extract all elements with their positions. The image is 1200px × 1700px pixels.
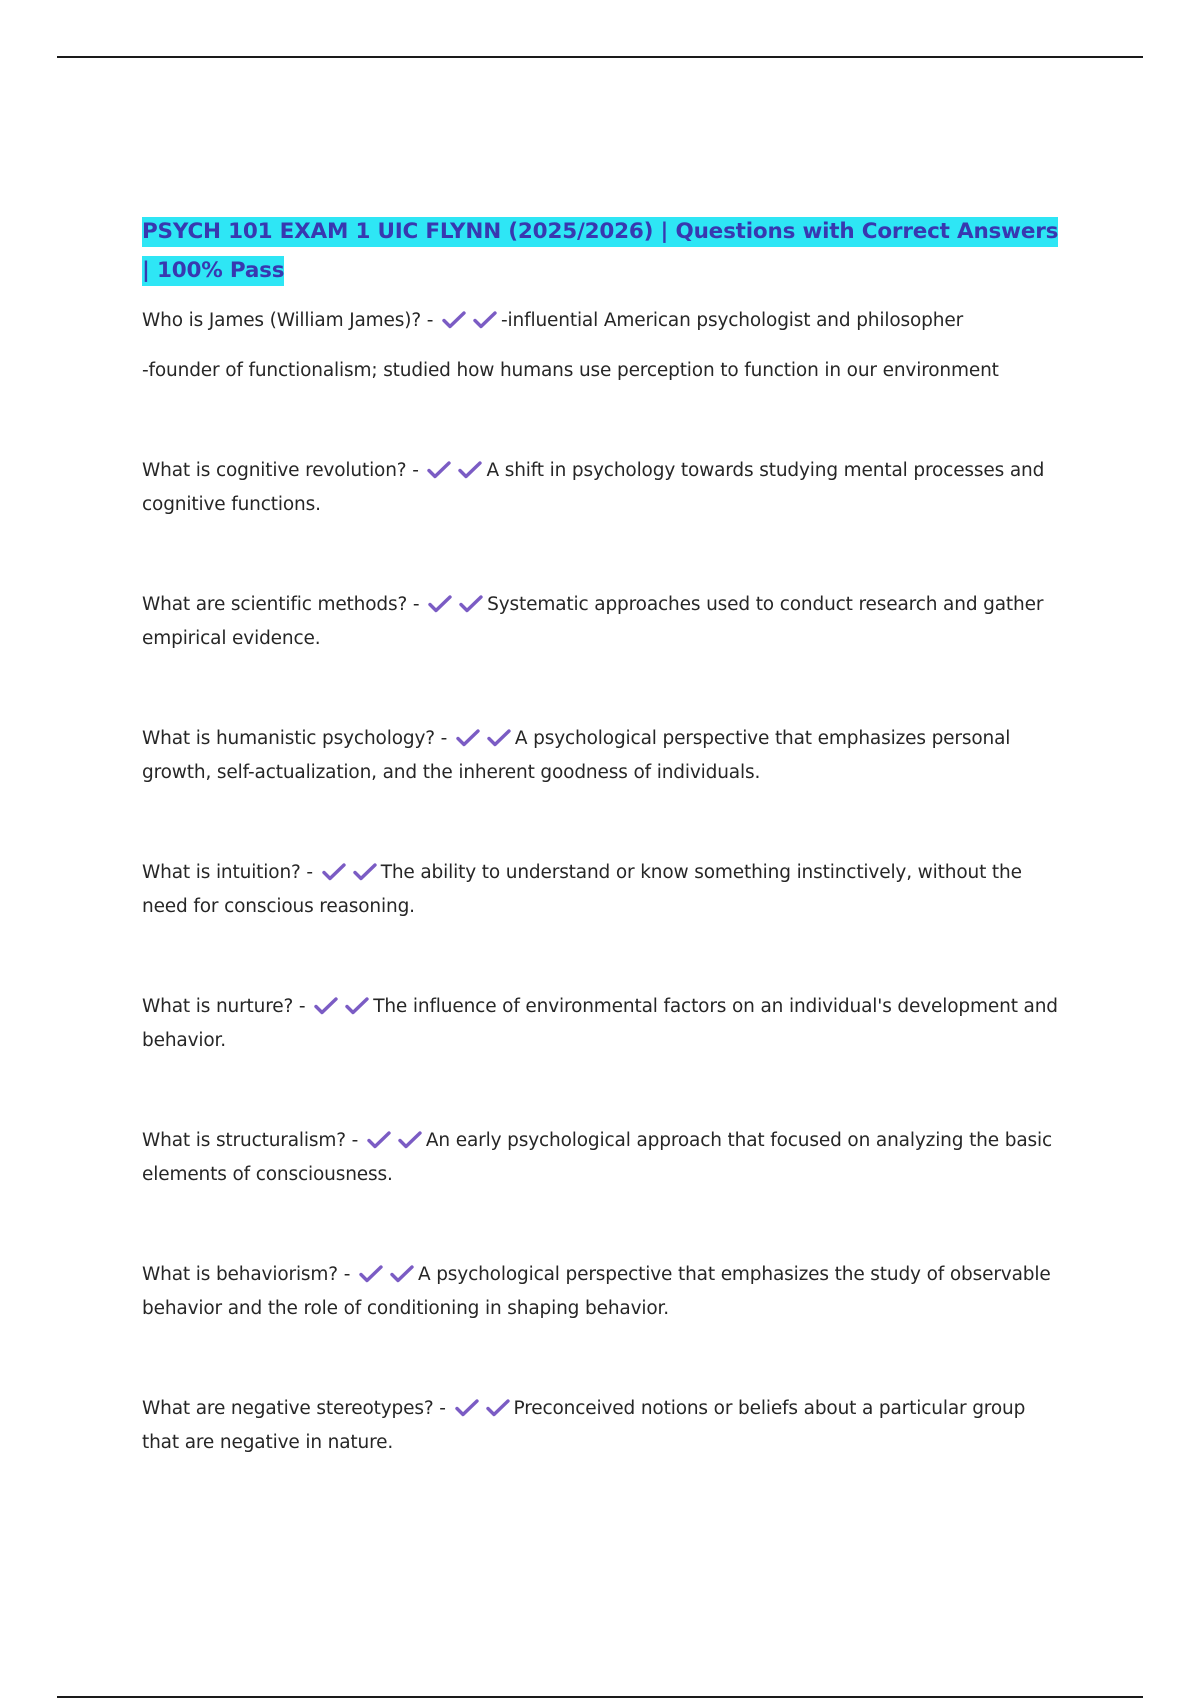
check-icon <box>314 997 338 1015</box>
title-highlight: PSYCH 101 EXAM 1 UIC FLYNN (2025/2026) | Questions with Correct Answers | 100% Pass <box>142 217 1058 286</box>
answer-text: Systematic approaches used to conduct research and gather empirical evidence. <box>142 594 1044 649</box>
answer-text: Preconceived notions or beliefs about a particular group that are negative in nature. <box>142 1398 1026 1453</box>
qa-item-1 <box>142 304 1062 388</box>
qa-line <box>142 1258 1062 1326</box>
qa-line <box>142 304 1062 338</box>
qa-line <box>142 990 1062 1058</box>
check-icon <box>456 729 480 747</box>
qa-item-4 <box>142 722 1062 790</box>
qa-item-7 <box>142 1124 1062 1192</box>
question-text: What are scientific methods? - <box>142 594 420 615</box>
answer-text: A psychological perspective that emphasizes personal growth, self-actualization, and the inherent goodness of individuals. <box>142 728 1011 783</box>
qa-line <box>142 722 1062 790</box>
check-icon <box>428 595 452 613</box>
qa-item-6 <box>142 990 1062 1058</box>
answer-text: The influence of environmental factors on an individual's development and behavior. <box>142 996 1058 1051</box>
check-icon <box>367 1131 391 1149</box>
question-text: What is behaviorism? - <box>142 1264 351 1285</box>
question-text: What is structuralism? - <box>142 1130 359 1151</box>
document-body <box>142 212 1062 1460</box>
document-title <box>142 212 1062 290</box>
question-text: What are negative stereotypes? - <box>142 1398 446 1419</box>
qa-line <box>142 1124 1062 1192</box>
answer-text: An early psychological approach that focused on analyzing the basic elements of consciousness. <box>142 1130 1052 1185</box>
qa-item-8 <box>142 1258 1062 1326</box>
check-icon <box>353 863 377 881</box>
qa-line <box>142 1392 1062 1460</box>
check-icon <box>345 997 369 1015</box>
check-icon <box>322 863 346 881</box>
check-icon <box>486 1399 510 1417</box>
header-rule <box>57 56 1143 58</box>
check-icon <box>459 595 483 613</box>
footer-rule <box>57 1696 1143 1698</box>
qa-item-5 <box>142 856 1062 924</box>
question-text: What is cognitive revolution? - <box>142 460 419 481</box>
qa-line <box>142 856 1062 924</box>
question-text: What is nurture? - <box>142 996 306 1017</box>
check-icon <box>455 1399 479 1417</box>
qa-item-3 <box>142 588 1062 656</box>
answer-text: -influential American psychologist and philosopher <box>501 310 964 331</box>
check-icon <box>458 461 482 479</box>
answer-text: A psychological perspective that emphasizes the study of observable behavior and the role of conditioning in shaping behavior. <box>142 1264 1051 1319</box>
check-icon <box>427 461 451 479</box>
qa-item-9 <box>142 1392 1062 1460</box>
qa-line <box>142 588 1062 656</box>
answer-text: The ability to understand or know something instinctively, without the need for conscious reasoning. <box>142 862 1022 917</box>
check-icon <box>390 1265 414 1283</box>
question-text: What is intuition? - <box>142 862 313 883</box>
check-icon <box>359 1265 383 1283</box>
check-icon <box>487 729 511 747</box>
qa-line <box>142 454 1062 522</box>
question-text: What is humanistic psychology? - <box>142 728 448 749</box>
answer-text: A shift in psychology towards studying mental processes and cognitive functions. <box>142 460 1045 515</box>
question-text: Who is James (William James)? - <box>142 310 434 331</box>
check-icon <box>442 311 466 329</box>
check-icon <box>473 311 497 329</box>
answer-continued-text: -founder of functionalism; studied how humans use perception to function in our environment <box>142 360 999 381</box>
qa-item-2 <box>142 454 1062 522</box>
check-icon <box>398 1131 422 1149</box>
